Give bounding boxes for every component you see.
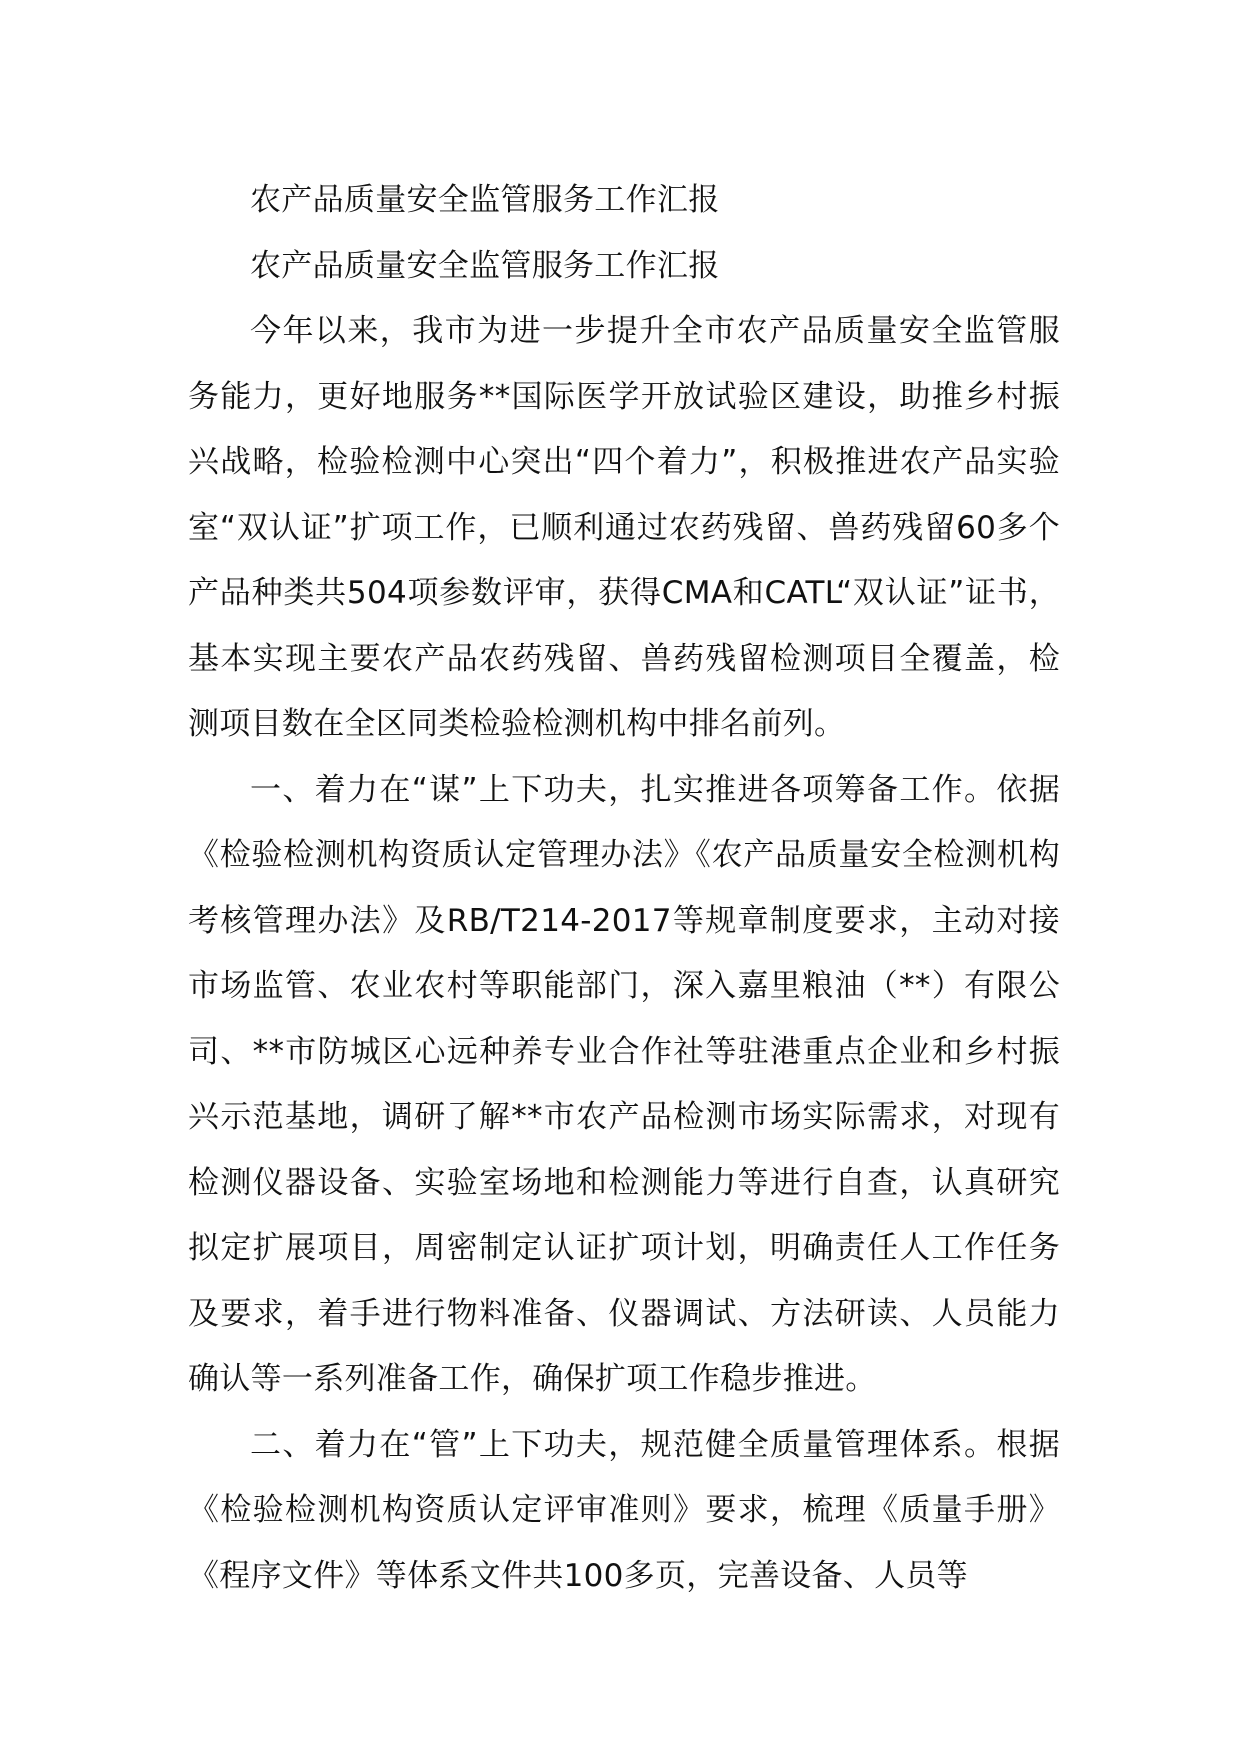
document-subtitle: 农产品质量安全监管服务工作汇报 <box>250 247 720 284</box>
paragraph-section-2: 二、着力在“管”上下功夫，规范健全质量管理体系。根据《检验检测机构资质认定评审准则》要求，梳理《质量手册》《程序文件》等体系文件共100多页，完善设备、人员等 <box>188 1426 1060 1594</box>
document-title: 农产品质量安全监管服务工作汇报 <box>250 182 720 218</box>
paragraph-intro: 今年以来，我市为进一步提升全市农产品质量安全监管服务能力，更好地服务**国际医学开放试验区建设，助推乡村振兴战略，检验检测中心突出“四个着力”，积极推进农产品实验室“双认证”扩项工作，已顺利通过农药残留、兽药残留60多个产品种类共504项参数评审，获得CMA和CATL“双认证”证书，基本实现主要农产品农药残留、兽药残留检测项目全覆盖，检测项目数在全区同类检验检测机构中排名前列。 <box>188 313 1060 742</box>
document-page <box>188 168 1060 1609</box>
paragraph-section-1: 一、着力在“谋”上下功夫，扎实推进各项筹备工作。依据《检验检测机构资质认定管理办法》《农产品质量安全检测机构考核管理办法》及RB/T214-2017等规章制度要求，主动对接市场监管、农业农村等职能部门，深入嘉里粮油（**）有限公司、**市防城区心远种养专业合作社等驻港重点企业和乡村振兴示范基地，调研了解**市农产品检测市场实际需求，对现有检测仪器设备、实验室场地和检测能力等进行自查，认真研究拟定扩展项目，周密制定认证扩项计划，明确责任人工作任务及要求，着手进行物料准备、仪器调试、方法研读、人员能力确认等一系列准备工作，确保扩项工作稳步推进。 <box>188 771 1060 1397</box>
